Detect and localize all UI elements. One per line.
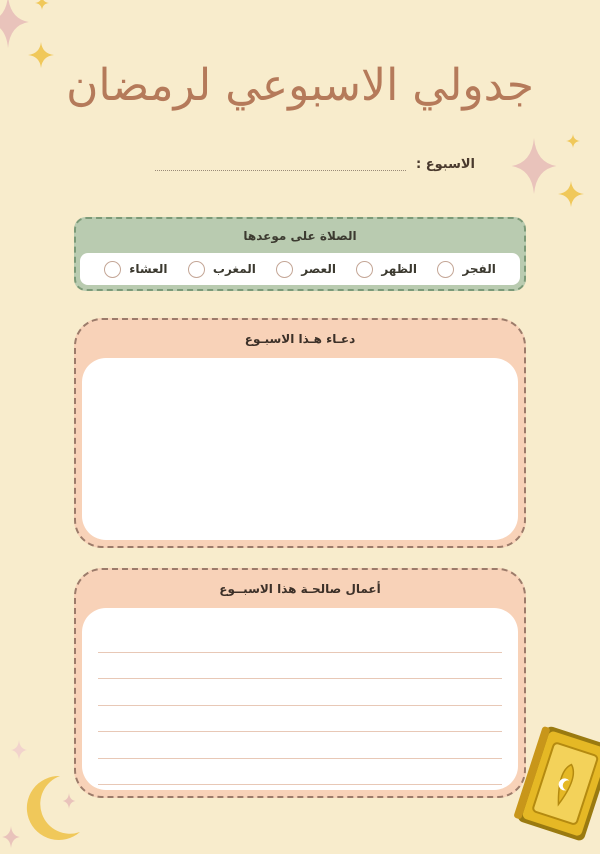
prayer-checkbox[interactable] bbox=[276, 261, 293, 278]
dua-writing-area[interactable] bbox=[82, 358, 518, 540]
prayer-label: العصر bbox=[301, 262, 336, 276]
prayer-item-isha[interactable] bbox=[104, 261, 167, 278]
prayer-label: العشاء bbox=[129, 262, 168, 276]
prayer-label: الفجر bbox=[462, 262, 496, 276]
ruled-line[interactable] bbox=[98, 732, 502, 759]
ruled-line[interactable] bbox=[98, 653, 502, 680]
prayer-item-dhuhr[interactable] bbox=[356, 261, 417, 278]
prayer-item-asr[interactable] bbox=[276, 261, 336, 278]
pink-sparkle-icon bbox=[62, 793, 76, 809]
prayer-checkbox[interactable] bbox=[188, 261, 205, 278]
ruled-lines bbox=[98, 626, 502, 785]
crescent-moon-icon bbox=[22, 774, 82, 844]
week-field[interactable] bbox=[155, 152, 475, 176]
deeds-panel bbox=[74, 568, 526, 798]
ruled-line[interactable] bbox=[98, 679, 502, 706]
ruled-line[interactable] bbox=[98, 626, 502, 653]
deeds-writing-area[interactable] bbox=[82, 608, 518, 790]
prayer-item-maghrib[interactable] bbox=[188, 261, 256, 278]
week-input-line[interactable] bbox=[155, 158, 406, 171]
page-title: جدولي الاسبوعي لرمضان bbox=[66, 60, 534, 111]
gold-sparkle-icon bbox=[35, 0, 49, 10]
gold-sparkle-icon bbox=[566, 134, 580, 148]
pink-sparkle-icon bbox=[0, 0, 30, 48]
pink-sparkle-icon bbox=[508, 138, 560, 194]
prayer-heading: الصلاة على موعدها bbox=[243, 229, 357, 243]
prayer-item-fajr[interactable] bbox=[437, 261, 495, 278]
gold-sparkle-icon bbox=[558, 181, 584, 207]
prayer-tracker bbox=[74, 217, 526, 291]
prayer-checkbox[interactable] bbox=[437, 261, 454, 278]
prayer-checklist bbox=[80, 253, 520, 285]
prayer-checkbox[interactable] bbox=[356, 261, 373, 278]
deeds-heading: أعمال صالحـة هذا الاسبــوع bbox=[219, 582, 381, 596]
ruled-line[interactable] bbox=[98, 706, 502, 733]
pink-sparkle-icon bbox=[2, 826, 20, 848]
prayer-label: المغرب bbox=[212, 262, 256, 276]
ruled-line[interactable] bbox=[98, 759, 502, 786]
prayer-checkbox[interactable] bbox=[104, 261, 121, 278]
dua-heading: دعـاء هـذا الاسبـوع bbox=[244, 332, 356, 346]
prayer-label: الظهر bbox=[381, 262, 418, 276]
pink-sparkle-icon bbox=[10, 740, 28, 760]
dua-panel bbox=[74, 318, 526, 548]
week-label: الاسبوع : bbox=[416, 156, 475, 172]
